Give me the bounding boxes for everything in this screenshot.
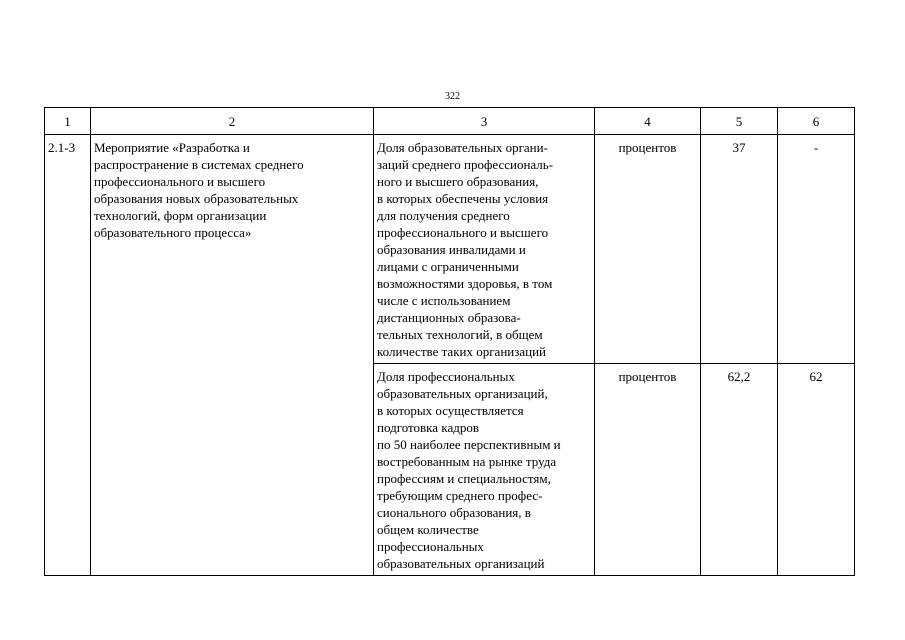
indicator-description: Доля профессиональных образовательных организаций, в которых осуществляется подготовка кадров по 50 наиболее перспективным и востребованным на рынке труда профессиям и специальностям, требующим среднего профес- сионального образования, в общем количестве профессиональных образовательных организаций <box>374 364 595 576</box>
indicator-value-5: 37 <box>701 135 778 364</box>
column-header-4: 4 <box>595 108 701 135</box>
indicators-table <box>44 107 855 576</box>
table-row <box>45 135 855 364</box>
column-header-5: 5 <box>701 108 778 135</box>
column-header-6: 6 <box>778 108 855 135</box>
page-number: 322 <box>445 91 460 102</box>
column-header-3: 3 <box>374 108 595 135</box>
indicator-description: Доля образовательных органи- заций среднего профессиональ- ного и высшего образования, в которых обеспечены условия для получения среднего профессионального и высшего образования инвалидами и лицами с ограниченными возможностями здоровья, в том числе с использованием дистанционных образова- тельных технологий, в общем количестве таких организаций <box>374 135 595 364</box>
indicator-value-6: 62 <box>778 364 855 576</box>
event-description: Мероприятие «Разработка и распространение в системах среднего профессионального и высшего образования новых образовательных технологий, форм организации образовательного процесса» <box>91 135 374 576</box>
indicator-value-6: - <box>778 135 855 364</box>
column-header-2: 2 <box>91 108 374 135</box>
indicator-unit: процентов <box>595 364 701 576</box>
indicator-unit: процентов <box>595 135 701 364</box>
table-header-row <box>45 108 855 135</box>
row-code: 2.1-3 <box>45 135 91 576</box>
column-header-1: 1 <box>45 108 91 135</box>
indicator-value-5: 62,2 <box>701 364 778 576</box>
